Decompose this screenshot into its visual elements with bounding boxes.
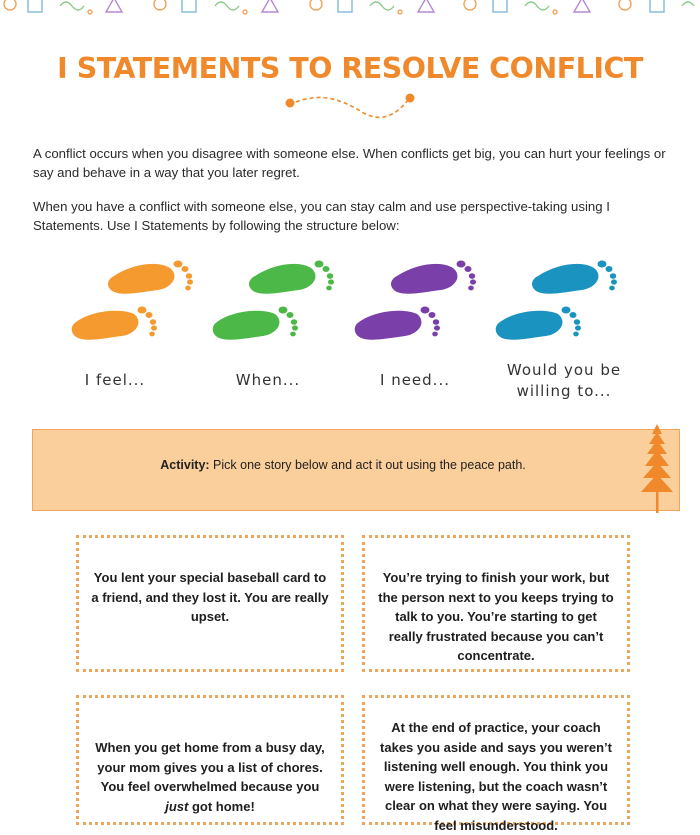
footprints-icon [72, 250, 212, 350]
story-text-part: When you get home from a busy day, your mom gives you a list of chores. You feel overwhelmed because you [95, 740, 325, 794]
story-text: You’re trying to finish your work, but the person next to you keeps trying to talk to you. You’re starting to get really frustrated because you can’t concentrate. [378, 570, 614, 663]
story-card-3 [76, 695, 344, 825]
camping-icons-border [0, 0, 700, 18]
step-i-feel [72, 250, 212, 410]
story-card-2 [362, 535, 630, 672]
footprints-icon [496, 250, 636, 350]
decorative-squiggle [282, 92, 422, 124]
step-label-when: When... [235, 371, 301, 389]
intro-paragraph-2: When you have a conflict with someone else, you can stay calm and use perspective-taking using I Statements. Use I Statements by following the structure below: [33, 199, 610, 233]
story-emphasis: just [165, 798, 189, 814]
page-title: I STATEMENTS TO RESOLVE CONFLICT [57, 52, 643, 85]
story-text: You lent your special baseball card to a friend, and they lost it. You are really upset. [91, 570, 329, 624]
step-would-you-be-willing [496, 250, 636, 410]
step-when [213, 250, 353, 410]
story-text: At the end of practice, your coach takes you aside and says you weren’t listening well enough. You think you were listening, but the coach wasn’t clear on what they were saying. You feel misunderstood. [380, 720, 612, 833]
footprints-icon [213, 250, 353, 350]
activity-box [32, 429, 680, 511]
activity-instructions [33, 458, 653, 472]
step-i-need [355, 250, 495, 410]
story-text-part: got home! [188, 798, 255, 814]
activity-text: Pick one story below and act it out using the peace path. [209, 458, 526, 472]
intro-paragraph-1: A conflict occurs when you disagree with someone else. When conflicts get big, you can hurt your feelings or say and behave in a way that you later regret. [33, 146, 666, 180]
step-label-would-you-be-willing: Would you be willing to... [506, 361, 622, 400]
decorative-border-strip [0, 0, 700, 18]
footprints-icon [355, 250, 495, 350]
step-label-i-need: I need... [380, 371, 450, 389]
story-card-4 [362, 695, 630, 833]
story-card-1 [76, 535, 344, 672]
pine-tree-icon [638, 420, 678, 515]
step-label-i-feel: I feel... [84, 371, 146, 389]
activity-label: Activity: [160, 458, 210, 472]
story-text [91, 738, 329, 816]
